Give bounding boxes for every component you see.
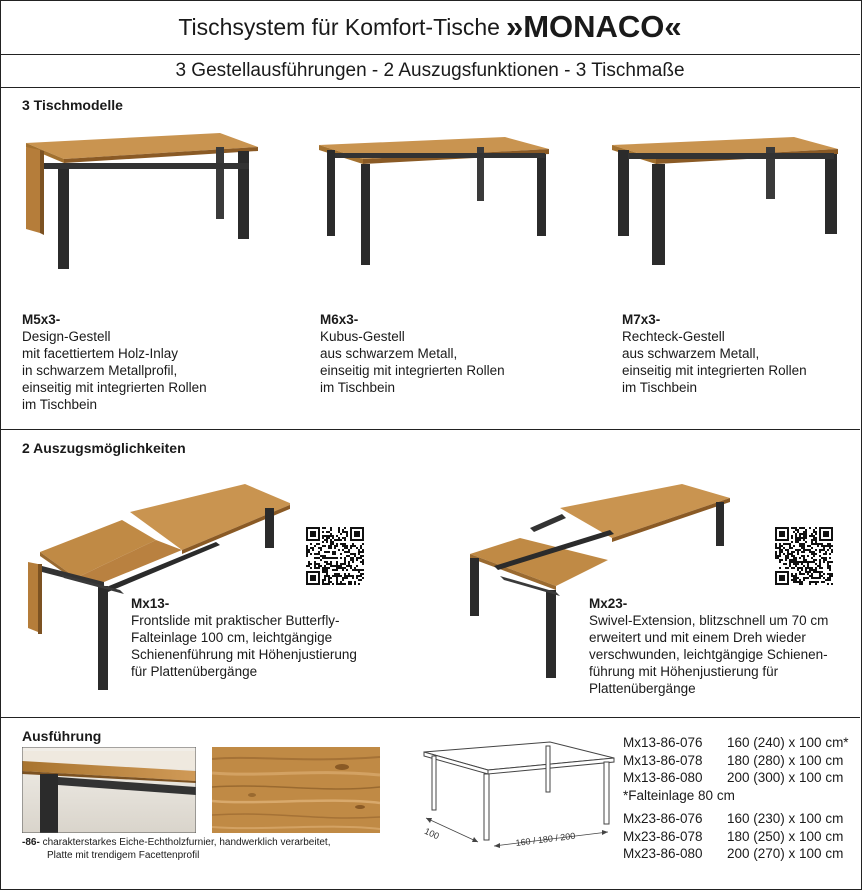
model-line: einseitig mit integrierten Rollen [320,363,505,378]
spec-size: 200 (300) x 100 cm [727,770,844,785]
extension-mx23 [589,595,828,697]
model-m6x3 [320,311,505,396]
extension-line: Frontslide mit praktischer Butterfly- [131,613,340,628]
spec-size: 160 (240) x 100 cm* [727,735,849,750]
extension-line: verschwunden, leichtgängige Schienen- [589,647,828,662]
model-line: Design-Gestell [22,329,111,344]
extension-line: für Plattenübergänge [131,664,258,679]
model-line: aus schwarzem Metall, [320,346,458,361]
extension-mx13 [131,595,357,680]
finish-code: -86- [22,837,40,848]
divider [0,717,860,718]
model-code: M7x3- [622,312,661,327]
model-line: einseitig mit integrierten Rollen [22,380,207,395]
extension-line: Schienenführung mit Höhenjustierung [131,647,357,662]
table-m6x3-image [315,133,555,268]
extension-code: Mx23- [589,596,628,611]
finish-edge-photo [22,747,196,833]
extension-line: Swivel-Extension, blitzschnell um 70 cm [589,613,829,628]
model-m5x3 [22,311,207,413]
finish-heading: Ausführung [22,728,102,744]
extension-line: Plattenübergänge [589,681,696,696]
finish-text-line1: charakterstarkes Eiche-Echtholzfurnier, handwerklich verarbeitet, [42,837,331,848]
model-m7x3 [622,311,807,396]
spec-code: Mx13-86-076 [623,735,703,750]
spec-code: Mx13-86-080 [623,770,703,785]
model-code: M5x3- [22,312,61,327]
extension-line: führung mit Höhenjustierung für [589,664,779,679]
model-line: mit facettiertem Holz-Inlay [22,346,179,361]
model-line: Rechteck-Gestell [622,329,725,344]
model-line: im Tischbein [622,380,698,395]
model-line: in schwarzem Metallprofil, [22,363,178,378]
table-m7x3-image [608,133,844,268]
table-m5x3-image [20,125,265,270]
spec-size: 200 (270) x 100 cm [727,846,844,861]
depth-label: 100 [422,826,441,842]
model-line: Kubus-Gestell [320,329,405,344]
spec-row [623,769,849,787]
spec-size: 180 (250) x 100 cm [727,828,844,844]
finish-text-line2: Platte mit trendigem Facettenprofil [47,850,200,861]
spec-code: Mx13-86-078 [623,752,703,768]
spec-code: Mx23-86-078 [623,828,703,844]
qr-code-icon[interactable] [306,527,364,585]
divider [0,429,860,430]
model-code: M6x3- [320,312,359,327]
spec-row [623,752,849,770]
spec-table-mx13 [623,734,849,804]
finish-description [22,836,331,862]
spec-row [623,828,843,846]
model-line: im Tischbein [22,397,98,412]
model-line: im Tischbein [320,380,396,395]
spec-row [623,845,843,863]
width-label: 160 / 180 / 200 [515,830,576,848]
model-line: aus schwarzem Metall, [622,346,760,361]
extension-line: Falteinlage 100 cm, leichtgängige [131,630,333,645]
model-line: einseitig mit integrierten Rollen [622,363,807,378]
spec-size: 160 (230) x 100 cm [727,811,844,826]
brand-name: »MONACO« [505,9,682,44]
qr-code-icon[interactable] [775,527,833,585]
subtitle: 3 Gestellausführungen - 2 Auszugsfunktionen - 3 Tischmaße [0,55,860,88]
title-bar [0,0,860,55]
extensions-heading: 2 Auszugsmöglichkeiten [22,440,186,456]
spec-row [623,810,843,828]
spec-code: Mx23-86-076 [623,811,703,826]
extension-code: Mx13- [131,596,170,611]
spec-code: Mx23-86-080 [623,846,703,861]
models-heading: 3 Tischmodelle [22,97,123,113]
spec-row [623,734,849,752]
spec-table-mx23 [623,810,843,863]
extension-line: erweitert und mit einem Dreh wieder [589,630,806,645]
spec-note: *Falteinlage 80 cm [623,787,735,803]
spec-size: 180 (280) x 100 cm [727,752,844,768]
page-title: Tischsystem für Komfort-Tische [178,13,500,40]
oak-veneer-swatch [212,747,380,833]
